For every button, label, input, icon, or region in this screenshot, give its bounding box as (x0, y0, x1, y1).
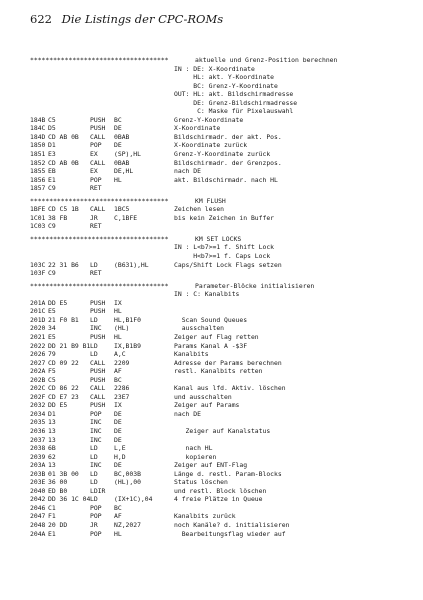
address: 2042 (30, 495, 46, 504)
address: 1856 (30, 175, 46, 184)
address: 2046 (30, 503, 46, 512)
listing-line: 2021 E5 PUSH HL Zeiger auf Flag retten (30, 332, 259, 341)
address: 2026 (30, 350, 46, 359)
address: 202A (30, 367, 46, 376)
address: 204A (30, 529, 46, 538)
address: 2032 (30, 401, 46, 410)
operand: 1BC5 (114, 205, 130, 214)
mnemonic: POP (90, 512, 102, 521)
hex-bytes: CD 86 22 (48, 384, 79, 393)
listing-line: 2047 F1 POP AF Kanalbits zurück (30, 512, 236, 521)
hex-bytes: E5 (48, 332, 56, 341)
mnemonic: LD (90, 444, 98, 453)
hex-bytes: E5 (48, 307, 56, 316)
listing-line: HL: akt. Y-Koordinate (174, 73, 275, 82)
address: 2039 (30, 452, 46, 461)
listing-line (30, 376, 195, 385)
address: 1852 (30, 158, 46, 167)
mnemonic: INC (90, 324, 102, 333)
operand: IX,B1B9 (114, 341, 141, 350)
address: 2020 (30, 324, 46, 333)
mnemonic: EX (90, 150, 98, 159)
address: 2022 (30, 341, 46, 350)
listing-line: 202F CD E7 23 CALL 23E7 und ausschalten (30, 392, 232, 401)
listing-line: 203B 01 3B 00 LD BC,003B Länge d. restl. Param-Blocks (30, 469, 282, 478)
hex-bytes: E1 (48, 529, 56, 538)
address: 1C01 (30, 213, 46, 222)
operand: 2286 (114, 384, 130, 393)
listing-line: 184D CD AB 0B CALL 0BAB Bildschirmadr. der akt. Pos. (30, 132, 282, 141)
listing-line: ************************************ Parameter-Blöcke initialisieren (30, 281, 315, 290)
operand: L,E (114, 444, 126, 453)
address: 202C (30, 384, 46, 393)
address: 2027 (30, 358, 46, 367)
listing-line: DE: Grenz-Bildschirmadresse (174, 98, 298, 107)
listing-line: 2034 D1 POP DE nach DE (30, 409, 201, 418)
hex-bytes: DD 21 B9 B1 (48, 341, 90, 350)
operand: 0BAB (114, 158, 130, 167)
mnemonic: POP (90, 409, 102, 418)
listing-line: 2042 DD 36 1C 04LD (IX+1C),04 4 freie Plätze in Queue (30, 495, 263, 504)
mnemonic: EX (90, 167, 98, 176)
listing-line: 2032 DD E5 PUSH IX Zeiger auf Params (30, 401, 240, 410)
mnemonic: RET (90, 222, 102, 231)
operand: H,D (114, 452, 126, 461)
hex-bytes: 13 (48, 435, 56, 444)
mnemonic: CALL (90, 392, 106, 401)
hex-bytes: DD 36 1C 04 (48, 495, 90, 504)
listing-line: ************************************ KM SET LOCKS (30, 234, 242, 243)
mnemonic: INC (90, 461, 102, 470)
address: 2036 (30, 426, 46, 435)
listing-line: 2022 DD 21 B9 B1LD IX,B1B9 Params Kanal A -$3F (30, 341, 248, 350)
mnemonic: PUSH (90, 307, 106, 316)
listing-line: ************************************ aktuelle und Grenz-Position berechnen (30, 56, 338, 64)
mnemonic: LD (90, 495, 98, 504)
operand: HL,B1F0 (114, 315, 141, 324)
mnemonic: LD (90, 260, 98, 269)
hex-bytes: C9 (48, 269, 56, 278)
listing-line: 184B C5 PUSH BC Grenz-Y-Koordinate (30, 115, 244, 124)
operand: 2209 (114, 358, 130, 367)
address: 203A (30, 461, 46, 470)
address: 184C (30, 124, 46, 133)
hex-bytes: 13 (48, 418, 56, 427)
operand: (HL),00 (114, 478, 141, 487)
listing-line: 202C CD 86 22 CALL 2286 Kanal aus lfd. Aktiv. löschen (30, 384, 286, 393)
address: 184D (30, 132, 46, 141)
address: 1BFE (30, 205, 46, 214)
address: 201A (30, 298, 46, 307)
operand: AF (114, 367, 122, 376)
listing-line (30, 418, 195, 427)
listing-line: 2036 13 INC DE Zeiger auf Kanalstatus (30, 426, 271, 435)
address: 2048 (30, 520, 46, 529)
hex-bytes: C1 (48, 503, 56, 512)
operand: (HL) (114, 324, 130, 333)
mnemonic: CALL (90, 132, 106, 141)
operand: DE (114, 426, 122, 435)
operand: C,1BFE (114, 213, 138, 222)
operand: DE (114, 409, 122, 418)
operand: 23E7 (114, 392, 130, 401)
operand: AF (114, 512, 122, 521)
listing-line (30, 436, 195, 445)
operand: IX (114, 298, 122, 307)
mnemonic: POP (90, 503, 102, 512)
listing-line: 1851 E3 EX (SP),HL Grenz-Y-Koordinate zurück (30, 150, 271, 159)
mnemonic: RET (90, 269, 102, 278)
operand: (IX+1C),04 (114, 495, 153, 504)
hex-bytes: 6B (48, 444, 56, 453)
hex-bytes: F1 (48, 512, 56, 521)
listing-line: IN : L<b7>=1 f. Shift Lock (174, 243, 275, 252)
operand: BC (114, 375, 122, 384)
hex-bytes: 36 00 (48, 478, 68, 487)
listing-line: 201D 21 F0 B1 LD HL,B1F0 Scan Sound Queues (30, 315, 248, 324)
listing-line: BC: Grenz-Y-Koordinate (174, 81, 278, 90)
hex-bytes: CD AB 0B (48, 158, 79, 167)
operand: IX (114, 401, 122, 410)
hex-bytes: E3 (48, 150, 56, 159)
mnemonic: POP (90, 141, 102, 150)
listing-line: 1BFE CD C5 1B CALL 1BC5 Zeichen lesen (30, 205, 225, 214)
address: 1850 (30, 141, 46, 150)
address: 1855 (30, 167, 46, 176)
hex-bytes: 79 (48, 350, 56, 359)
operand: HL (114, 332, 122, 341)
address: 2035 (30, 418, 46, 427)
separator-line: ************************************ (30, 281, 169, 290)
mnemonic: POP (90, 175, 102, 184)
address: 202B (30, 375, 46, 384)
mnemonic: PUSH (90, 367, 106, 376)
hex-bytes: 34 (48, 324, 56, 333)
listing-line: 204A E1 POP HL Bearbeitungsflag wieder auf (30, 529, 286, 538)
hex-bytes: C5 (48, 115, 56, 124)
mnemonic: PUSH (90, 124, 106, 133)
listing-line (30, 269, 195, 278)
listing-line: C: Maske für Pixelauswahl (174, 107, 294, 116)
mnemonic: INC (90, 435, 102, 444)
hex-bytes: D1 (48, 141, 56, 150)
hex-bytes: 20 DD (48, 520, 68, 529)
mnemonic: LD (90, 341, 98, 350)
listing-line: IN : C: Kanalbits (174, 290, 240, 299)
hex-bytes: 13 (48, 426, 56, 435)
address: 2034 (30, 409, 46, 418)
address: 2038 (30, 444, 46, 453)
hex-bytes: 22 31 B6 (48, 260, 79, 269)
listing-line: 1850 D1 POP DE X-Koordinate zurück (30, 141, 248, 150)
hex-bytes: 21 F0 B1 (48, 315, 79, 324)
mnemonic: LD (90, 469, 98, 478)
page-number: 622 (30, 12, 52, 26)
address: 2021 (30, 332, 46, 341)
listing-line (30, 504, 195, 513)
mnemonic: LD (90, 452, 98, 461)
operand: DE,HL (114, 167, 134, 176)
listing-line (30, 307, 195, 316)
address: 1857 (30, 184, 46, 193)
listing-line: 2048 20 DD JR NZ,2027 noch Kanäle? d. initialisieren (30, 520, 290, 529)
operand: DE (114, 124, 122, 133)
address: 184B (30, 115, 46, 124)
listing-line: 2020 34 INC (HL) ausschalten (30, 324, 225, 333)
hex-bytes: CD C5 1B (48, 205, 79, 214)
listing-line: 103C 22 31 B6 LD (B631),HL Caps/Shift Lock Flags setzen (30, 260, 282, 269)
separator-line: ************************************ (30, 234, 169, 243)
hex-bytes: CD AB 0B (48, 132, 79, 141)
hex-bytes: ED B0 (48, 486, 68, 495)
operand: NZ,2027 (114, 520, 141, 529)
listing-line: 1855 EB EX DE,HL nach DE (30, 167, 201, 176)
operand: HL (114, 307, 122, 316)
hex-bytes: CD 09 22 (48, 358, 79, 367)
hex-bytes: D5 (48, 124, 56, 133)
assembly-listing (30, 56, 338, 538)
mnemonic: CALL (90, 205, 106, 214)
mnemonic: CALL (90, 384, 106, 393)
hex-bytes: 13 (48, 461, 56, 470)
address: 2040 (30, 486, 46, 495)
address: 201C (30, 307, 46, 316)
hex-bytes: D1 (48, 409, 56, 418)
page-header (30, 12, 403, 26)
hex-bytes: E1 (48, 175, 56, 184)
page-title: Die Listings der CPC-ROMs (61, 12, 224, 26)
address: 2047 (30, 512, 46, 521)
separator-line: ************************************ (30, 196, 169, 205)
hex-bytes: C9 (48, 222, 56, 231)
listing-line: 2040 ED B0 LDIR und restl. Block löschen (30, 486, 267, 495)
mnemonic: CALL (90, 158, 106, 167)
listing-line: OUT: HL: akt. Bildschirmadresse (174, 90, 294, 99)
mnemonic: JR (90, 213, 98, 222)
operand: A,C (114, 350, 126, 359)
address: 1C03 (30, 222, 46, 231)
hex-bytes: CD E7 23 (48, 392, 79, 401)
operand: 0BAB (114, 132, 130, 141)
listing-line: ************************************ KM FLUSH (30, 196, 226, 205)
listing-line: 203E 36 00 LD (HL),00 Status löschen (30, 478, 228, 487)
listing-line: H<b7>=1 f. Caps Lock (174, 252, 271, 261)
hex-bytes: EB (48, 167, 56, 176)
listing-line (30, 184, 195, 193)
mnemonic: PUSH (90, 375, 106, 384)
listing-line (30, 222, 195, 231)
mnemonic: POP (90, 529, 102, 538)
address: 203B (30, 469, 46, 478)
operand: DE (114, 141, 122, 150)
operand: DE (114, 435, 122, 444)
listing-line: 2027 CD 09 22 CALL 2209 Adresse der Params berechnen (30, 358, 282, 367)
mnemonic: CALL (90, 358, 106, 367)
address: 202F (30, 392, 46, 401)
listing-line: 1852 CD AB 0B CALL 0BAB Bildschirmadr. der Grenzpos. (30, 158, 282, 167)
mnemonic: LD (90, 478, 98, 487)
address: 2037 (30, 435, 46, 444)
address: 201D (30, 315, 46, 324)
hex-bytes: 01 3B 00 (48, 469, 79, 478)
hex-bytes: C5 (48, 375, 56, 384)
operand: BC (114, 115, 122, 124)
hex-bytes: 38 FB (48, 213, 68, 222)
address: 1851 (30, 150, 46, 159)
hex-bytes: DD E5 (48, 298, 68, 307)
mnemonic: LD (90, 315, 98, 324)
listing-line (30, 299, 195, 308)
mnemonic: PUSH (90, 298, 106, 307)
address: 103C (30, 260, 46, 269)
mnemonic: INC (90, 426, 102, 435)
mnemonic: PUSH (90, 401, 106, 410)
listing-line: 2038 6B LD L,E nach HL (30, 444, 213, 453)
listing-line: 1856 E1 POP HL akt. Bildschirmadr. nach HL (30, 175, 278, 184)
mnemonic: PUSH (90, 332, 106, 341)
address: 203E (30, 478, 46, 487)
listing-line: 202A F5 PUSH AF restl. Kanalbits retten (30, 367, 263, 376)
mnemonic: RET (90, 184, 102, 193)
mnemonic: INC (90, 418, 102, 427)
listing-line: 203A 13 INC DE Zeiger auf ENT-Flag (30, 461, 248, 470)
hex-bytes: F5 (48, 367, 56, 376)
hex-bytes: 62 (48, 452, 56, 461)
hex-bytes: DD E5 (48, 401, 68, 410)
mnemonic: JR (90, 520, 98, 529)
operand: (SP),HL (114, 150, 141, 159)
mnemonic: PUSH (90, 115, 106, 124)
listing-line: 2026 79 LD A,C Kanalbits (30, 350, 209, 359)
operand: BC,003B (114, 469, 141, 478)
operand: DE (114, 418, 122, 427)
hex-bytes: C9 (48, 184, 56, 193)
operand: DE (114, 461, 122, 470)
address: 103F (30, 269, 46, 278)
mnemonic: LD (90, 350, 98, 359)
operand: HL (114, 529, 122, 538)
listing-line: IN : DE: X-Koordinate (174, 64, 255, 73)
operand: (B631),HL (114, 260, 149, 269)
listing-line: 184C D5 PUSH DE X-Koordinate (30, 124, 221, 133)
separator-line: ************************************ (30, 56, 169, 64)
listing-line: 2039 62 LD H,D kopieren (30, 452, 217, 461)
listing-line: 1C01 38 FB JR C,1BFE bis kein Zeichen in Buffer (30, 213, 275, 222)
mnemonic: LDIR (90, 486, 106, 495)
operand: BC (114, 503, 122, 512)
operand: HL (114, 175, 122, 184)
